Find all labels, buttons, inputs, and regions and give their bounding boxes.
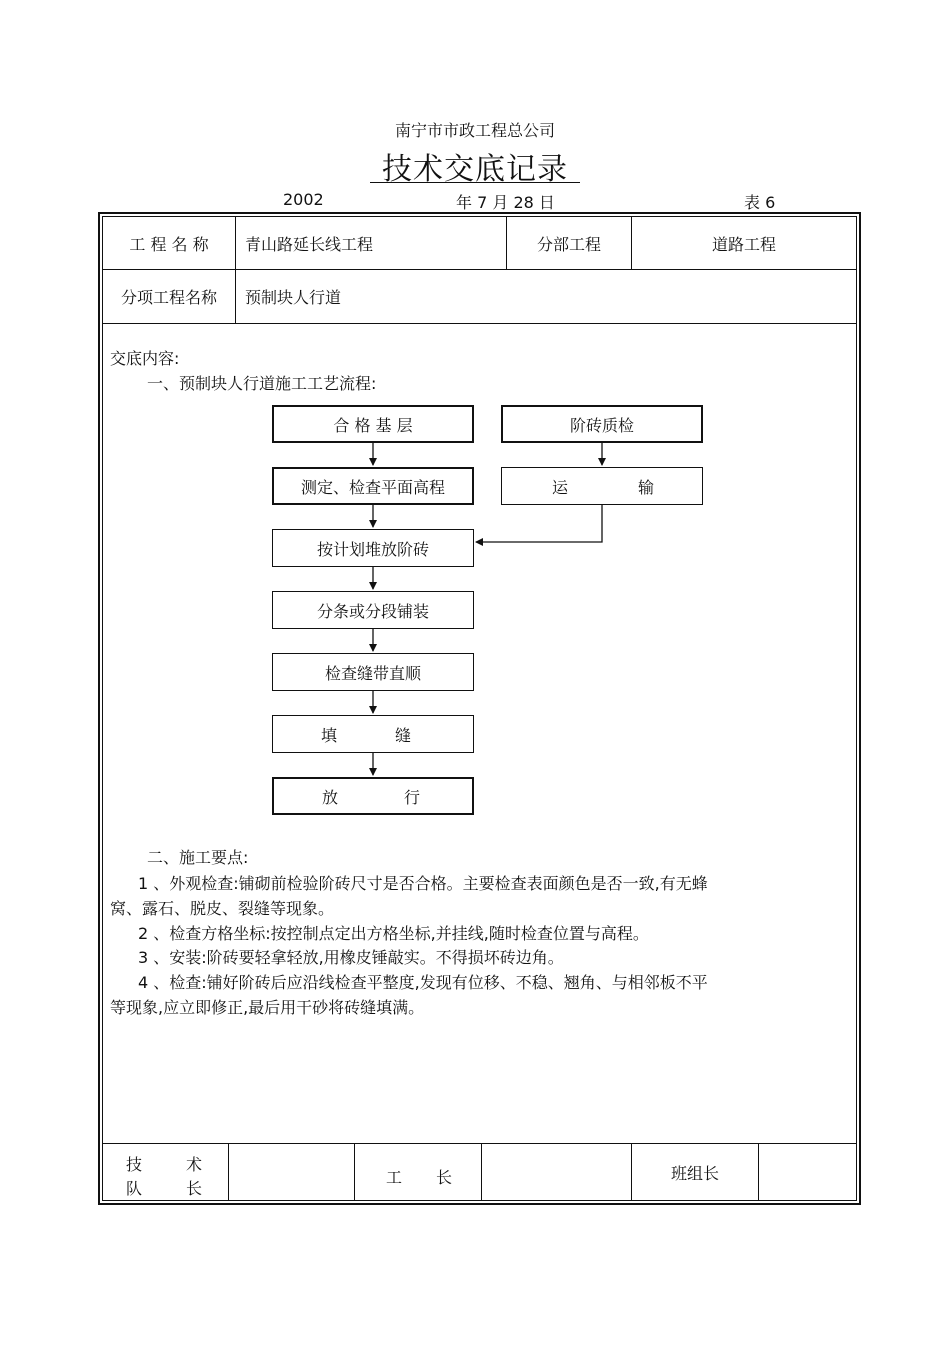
flow-step-brick-qc: 阶砖质检 bbox=[501, 405, 703, 443]
flow-step-fill-joints-char-2: 缝 bbox=[394, 725, 411, 745]
date-year: 2002 bbox=[283, 190, 324, 209]
point-4-line-2: 等现象,应立即修正,最后用干砂将砖缝填满。 bbox=[110, 998, 425, 1017]
team-leader-signature-field[interactable] bbox=[759, 1144, 857, 1201]
point-2: 2 、检查方格坐标:按控制点定出方格坐标,并挂线,随时检查位置与高程。 bbox=[138, 924, 649, 943]
section-flow-heading: 一、预制块人行道施工工艺流程: bbox=[147, 374, 377, 393]
tech-lead-label bbox=[126, 1153, 202, 1201]
form-number: 表 6 bbox=[744, 193, 776, 212]
flow-step-transport-char-1: 运 bbox=[552, 477, 569, 497]
flow-step-fill-joints-char-1: 填 bbox=[321, 725, 338, 745]
tech-lead-label-line-2 bbox=[126, 1177, 202, 1201]
foreman-char: 长 bbox=[435, 1168, 452, 1187]
company-name: 南宁市市政工程总公司 bbox=[394, 121, 555, 140]
flow-step-qualified-base: 合 格 基 层 bbox=[272, 405, 474, 443]
item-name-value: 预制块人行道 bbox=[245, 288, 342, 307]
section-points-heading: 二、施工要点: bbox=[147, 848, 249, 867]
point-4-line-1: 4 、检查:铺好阶砖后应沿线检查平整度,发现有位移、不稳、翘角、与相邻板不平 bbox=[138, 973, 708, 992]
flow-step-open-traffic-char-1: 放 bbox=[322, 787, 339, 807]
project-name-label: 工 程 名 称 bbox=[129, 234, 209, 254]
division-label: 分部工程 bbox=[536, 234, 601, 254]
tech-lead-char: 术 bbox=[185, 1155, 202, 1174]
flow-step-open-traffic-char-2: 行 bbox=[403, 787, 420, 807]
flow-step-stack-bricks: 按计划堆放阶砖 bbox=[272, 529, 474, 567]
tech-lead-char: 技 bbox=[126, 1155, 143, 1174]
flow-step-transport-char-2: 输 bbox=[637, 477, 654, 497]
item-name-label: 分项工程名称 bbox=[120, 288, 217, 307]
project-name-value: 青山路延长线工程 bbox=[245, 234, 374, 254]
tech-lead-signature-field[interactable] bbox=[229, 1144, 354, 1201]
arrow-transport-to-stack bbox=[476, 505, 602, 542]
point-3: 3 、安装:阶砖要轻拿轻放,用橡皮锤敲实。不得损坏砖边角。 bbox=[138, 948, 564, 967]
foreman-label bbox=[386, 1165, 452, 1188]
flow-step-check-joints: 检查缝带直顺 bbox=[272, 653, 474, 691]
signature-col-divider bbox=[354, 1143, 355, 1201]
tech-lead-label-line-1 bbox=[126, 1153, 202, 1177]
date-month-day: 年 7 月 28 日 bbox=[456, 193, 555, 212]
point-1-line-1: 1 、外观检查:铺砌前检验阶砖尺寸是否合格。主要检查表面颜色是否一致,有无蜂 bbox=[138, 874, 708, 893]
content-intro: 交底内容: bbox=[110, 349, 180, 368]
tech-lead-char: 队 bbox=[126, 1179, 143, 1198]
flow-step-paving: 分条或分段铺装 bbox=[272, 591, 474, 629]
document-title: 技术交底记录 bbox=[382, 152, 568, 187]
flow-step-survey-elevation: 测定、检查平面高程 bbox=[272, 467, 474, 505]
team-leader-label: 班组长 bbox=[670, 1164, 719, 1183]
division-value: 道路工程 bbox=[711, 234, 776, 254]
point-1-line-2: 窝、露石、脱皮、裂缝等现象。 bbox=[110, 899, 335, 918]
tech-lead-char: 长 bbox=[185, 1179, 202, 1198]
foreman-char: 工 bbox=[386, 1168, 403, 1187]
foreman-signature-field[interactable] bbox=[482, 1144, 631, 1201]
